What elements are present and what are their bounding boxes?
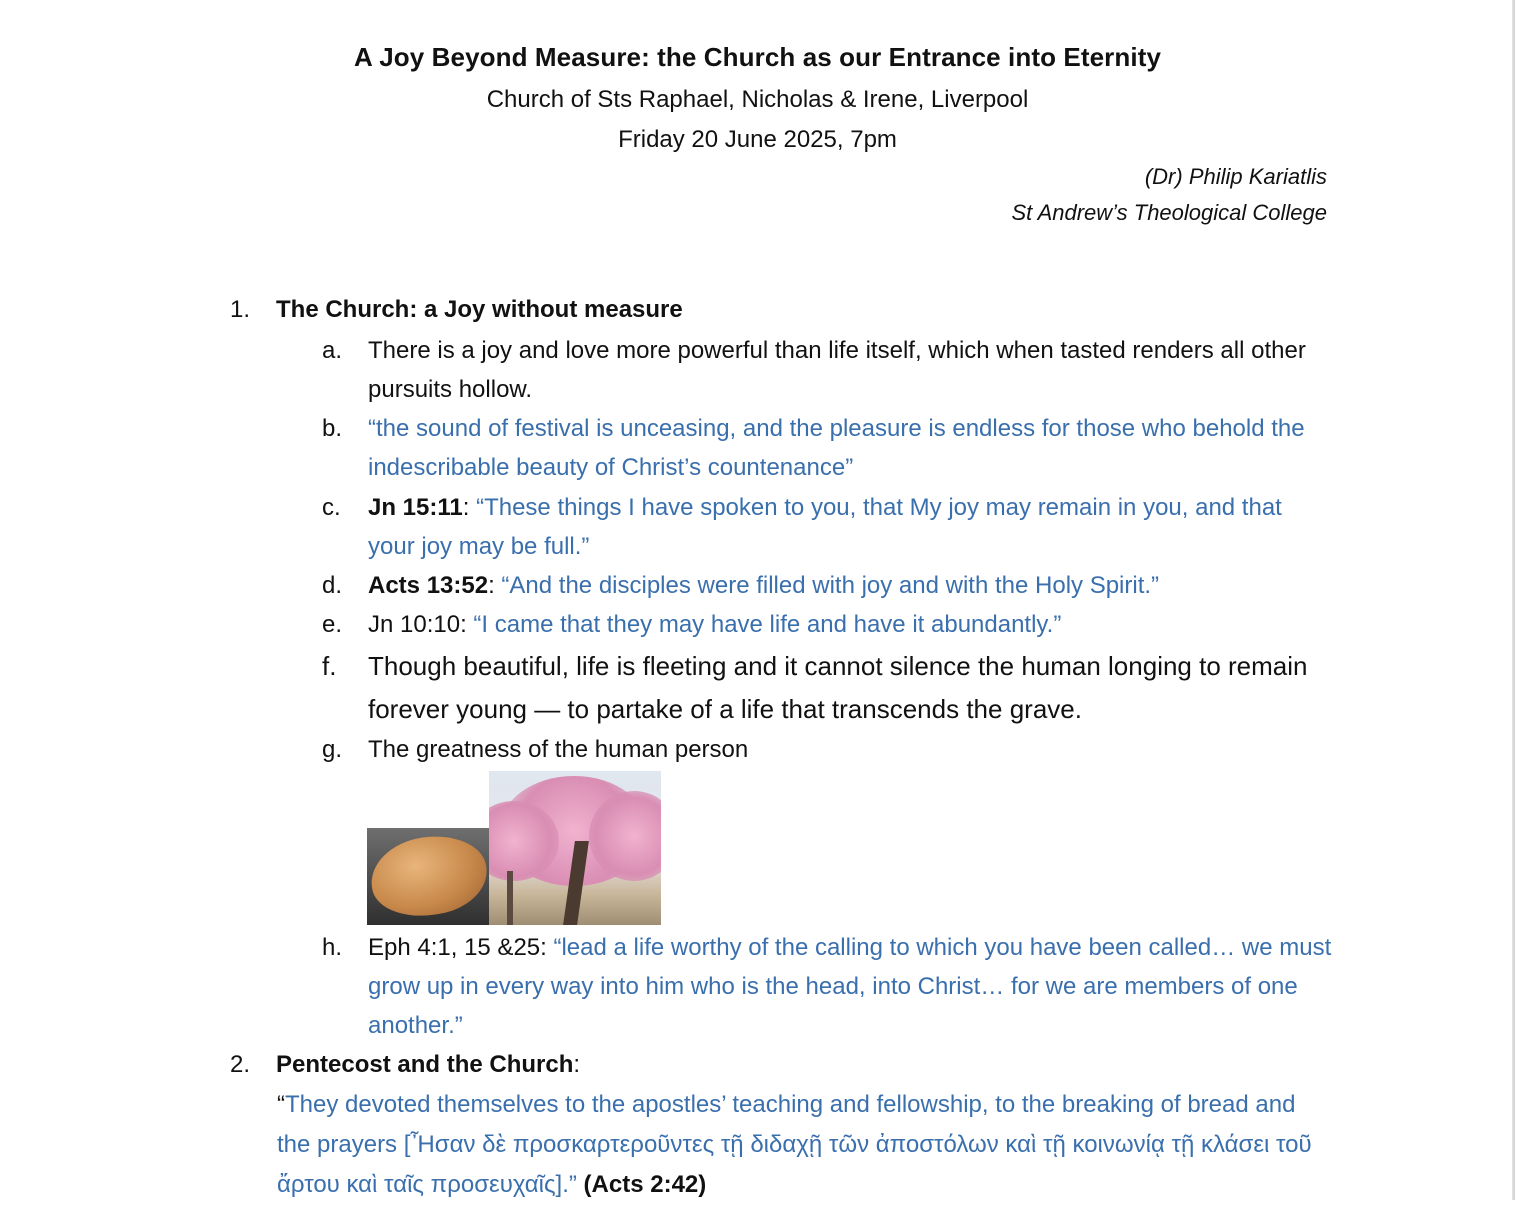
item-letter: c. <box>322 494 341 521</box>
document-title: A Joy Beyond Measure: the Church as our Entrance into Eternity <box>353 42 1162 72</box>
item-letter: h. <box>322 934 343 961</box>
ref-separator: : <box>488 572 502 599</box>
section-2-heading <box>230 1051 580 1079</box>
section-title: The Church: a Joy without measure <box>276 296 683 323</box>
scripture-ref: Eph 4:1, 15 &25: <box>368 934 554 961</box>
quote-open-mark: “ <box>277 1091 285 1118</box>
section-title: Pentecost and the Church <box>276 1051 574 1078</box>
list-item-d <box>322 566 1332 605</box>
list-item-f <box>322 645 1332 731</box>
date-line: Friday 20 June 2025, 7pm <box>618 126 897 153</box>
almond-blossom-tree-image <box>489 771 661 925</box>
item-quote: “the sound of festival is unceasing, and the pleasure is endless for those who behold the indescribable beauty of Christ’s countenance” <box>368 415 1305 481</box>
list-item-b <box>322 409 1332 487</box>
scripture-ref: Jn 15:11 <box>368 494 463 521</box>
scripture-quote: “These things I have spoken to you, that My joy may remain in you, and that your joy may be full.” <box>368 494 1282 560</box>
section-2-quote <box>277 1085 1317 1205</box>
section-number: 1. <box>230 296 251 323</box>
item-letter: b. <box>322 415 343 442</box>
item-text: The greatness of the human person <box>368 736 749 763</box>
item-letter: d. <box>322 572 343 599</box>
scripture-quote: They devoted themselves to the apostles’ teaching and fellowship, to the breaking of bread and the prayers [Ἦσαν δὲ προσκαρτεροῦντες τῇ διδαχῇ τῶν ἀποστόλων καὶ τῇ κοινωνίᾳ τῇ κλάσει τοῦ ἄρτου καὶ ταῖς προσευχαῖς].” <box>277 1091 1312 1198</box>
item-text: There is a joy and love more powerful than life itself, which when tasted renders all other pursuits hollow. <box>368 337 1306 403</box>
scripture-ref: (Acts 2:42) <box>576 1171 707 1198</box>
author-affiliation: St Andrew’s Theological College <box>1011 200 1327 225</box>
almond-nut-image <box>367 828 489 925</box>
scripture-quote: “lead a life worthy of the calling to which you have been called… we must grow up in every way into him who is the head, into Christ… for we are members of one another.” <box>368 934 1332 1039</box>
scripture-quote: “And the disciples were filled with joy and with the Holy Spirit.” <box>501 572 1160 599</box>
item-letter: g. <box>322 736 343 763</box>
list-item-c <box>322 488 1332 566</box>
author-name: (Dr) Philip Kariatlis <box>1144 164 1327 189</box>
scripture-ref: Acts 13:52 <box>368 572 489 599</box>
section-1-heading <box>230 296 683 324</box>
section-title-suffix: : <box>573 1051 581 1078</box>
item-letter: f. <box>322 651 337 681</box>
illustration-images <box>367 771 661 925</box>
list-item-h <box>322 928 1332 1045</box>
item-letter: a. <box>322 337 343 364</box>
scripture-ref: Jn 10:10: <box>368 611 474 638</box>
item-letter: e. <box>322 611 343 638</box>
ref-separator: : <box>462 494 477 521</box>
list-item-g <box>322 730 1332 769</box>
scripture-quote: “I came that they may have life and have it abundantly.” <box>473 611 1062 638</box>
list-item-a <box>322 331 1332 409</box>
venue-line: Church of Sts Raphael, Nicholas & Irene, Liverpool <box>486 86 1029 113</box>
list-item-e <box>322 605 1332 644</box>
section-number: 2. <box>230 1051 251 1078</box>
item-text: Though beautiful, life is fleeting and it cannot silence the human longing to remain forever young — to partake of a life that transcends the grave. <box>368 651 1308 724</box>
